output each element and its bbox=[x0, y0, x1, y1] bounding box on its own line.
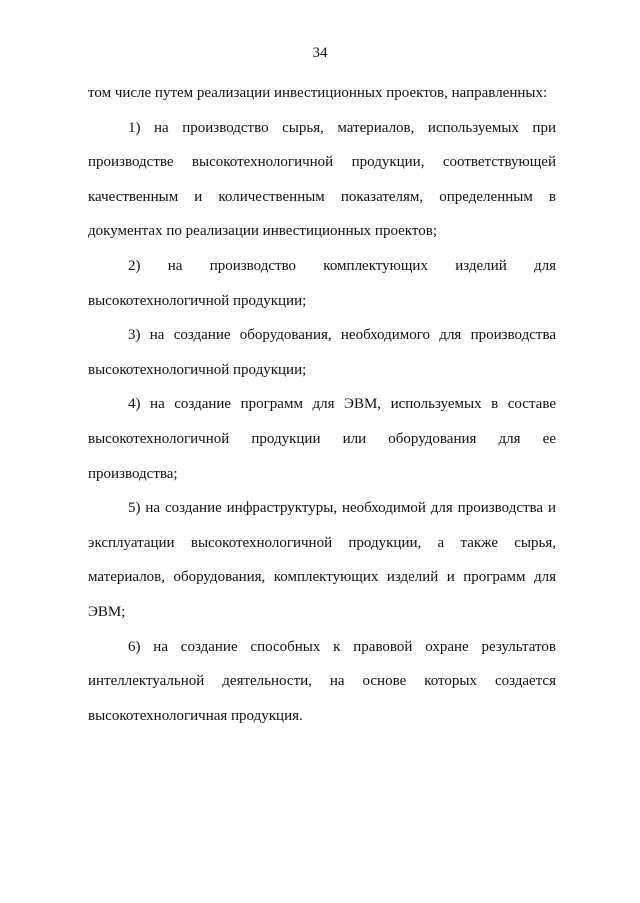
paragraph-continuation: том числе путем реализации инвестиционных проектов, направленных: bbox=[88, 85, 548, 101]
document-body bbox=[88, 76, 556, 733]
list-item-4: 4) на создание программ для ЭВМ, используемых в составе высокотехнологичной продукции или оборудования для ее производства; bbox=[88, 396, 556, 482]
page-number: 34 bbox=[312, 45, 328, 61]
list-item-5: 5) на создание инфраструктуры, необходимой для производства и эксплуатации высокотехнологичной продукции, а также сырья, материалов, оборудования, комплектующих изделий и программ для ЭВМ; bbox=[88, 500, 556, 620]
list-item-3: 3) на создание оборудования, необходимого для производства высокотехнологичной продукции; bbox=[88, 327, 556, 378]
list-item-6: 6) на создание способных к правовой охране результатов интеллектуальной деятельности, на основе которых создается высокотехнологичная продукция. bbox=[88, 638, 556, 724]
list-item-2: 2) на производство комплектующих изделий для высокотехнологичной продукции; bbox=[88, 257, 556, 309]
list-item-1: 1) на производство сырья, материалов, используемых при производстве высокотехнологичной продукции, соответствующей качественным и количественным показателям, определенным в документах по реализации инвестиционных проектов; bbox=[88, 119, 556, 240]
